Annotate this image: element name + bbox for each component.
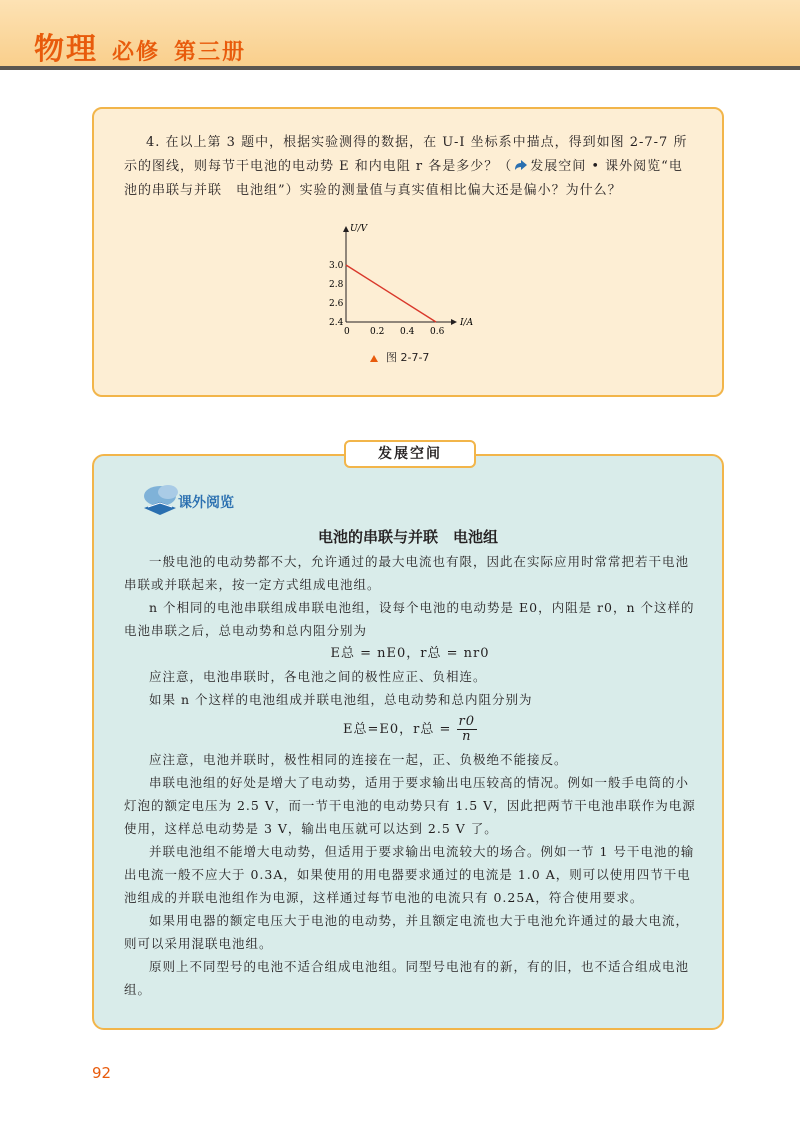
paragraph: 应注意，电池串联时，各电池之间的极性应正、负相连。	[149, 669, 487, 684]
triangle-marker-icon	[370, 355, 378, 362]
paragraph: 应注意，电池并联时，极性相同的连接在一起，正、负极绝不能接反。	[149, 752, 568, 767]
paragraph: 原则上不同型号的电池不适合组成电池组。同型号电池有的新，有的旧，也不适合组成电池组。	[124, 959, 690, 997]
formula-series: E总 = nE0，r总 = nr0	[330, 646, 490, 661]
y-axis-label: U/V	[350, 224, 368, 234]
formula-parallel-left: E总=E0，r总 =	[342, 722, 452, 737]
fraction-numerator: r0	[458, 714, 476, 729]
x-tick-label: 0.4	[400, 327, 415, 337]
x-tick-label: 0.6	[430, 327, 445, 337]
paragraph: 一般电池的电动势都不大，允许通过的最大电流也有限，因此在实际应用时常常把若干电池串联或并联起来，按一定方式组成电池组。	[124, 554, 690, 592]
x-tick-label: 0.2	[370, 327, 385, 337]
link-arrow-icon	[514, 159, 528, 171]
header-book: 必修	[112, 40, 161, 65]
exercise-text-part2: 发展空间 • 课外阅览“电池的串联与并联 电池组”）实验的测量值与真实值相比偏大还是偏小？为什么？	[124, 159, 683, 198]
y-tick-label: 2.6	[329, 299, 344, 309]
page-number: 92	[92, 1064, 112, 1082]
x-axis-label: I/A	[460, 318, 474, 328]
paragraph: 如果 n 个这样的电池组成并联电池组，总电动势和总内阻分别为	[149, 692, 533, 707]
header-volume: 第三册	[174, 40, 247, 65]
exercise-text	[124, 131, 696, 203]
formula-parallel	[124, 715, 696, 744]
development-box	[92, 454, 724, 1030]
paragraph: n 个相同的电池串联组成串联电池组，设每个电池的电动势是 E0，内阻是 r0，n 个这样的电池串联之后，总电动势和总内阻分别为	[124, 600, 695, 638]
fraction	[457, 715, 478, 744]
x-tick-label: 0	[344, 327, 350, 337]
y-tick-label: 2.8	[329, 280, 344, 290]
article-title: 电池的串联与并联 电池组	[317, 528, 498, 546]
paragraph: 串联电池组的好处是增大了电动势，适用于要求输出电压较高的情况。例如一般手电筒的小灯泡的额定电压为 2.5 V，而一节干电池的电动势只有 1.5 V，因此把两节干电池串联作为电源使用，这样总电动势是 3 V，输出电压就可以达到 2.5 V 了。	[124, 775, 696, 836]
data-line	[346, 265, 436, 322]
figure-caption	[370, 349, 429, 365]
header-title	[34, 24, 246, 68]
exercise-text-part1: 在以上第 3 题中，根据实验测得的数据，在 U-I 坐标系中描点，得到如图 2-7-7 所示的图线，则每节干电池的电动势 E 和内电阻 r 各是多少？（	[124, 135, 688, 174]
header-subject: 物理	[34, 32, 98, 67]
y-tick-label: 3.0	[329, 261, 344, 271]
exercise-box	[92, 107, 724, 397]
section-label: 课外阅览	[178, 495, 234, 511]
fraction-denominator: n	[462, 729, 472, 744]
paragraph: 如果用电器的额定电压大于电池的电动势，并且额定电流也大于电池允许通过的最大电流，则可以采用混联电池组。	[124, 913, 690, 951]
development-tab: 发展空间	[344, 440, 476, 468]
exercise-number: 4.	[146, 135, 161, 150]
y-tick-label: 2.4	[329, 318, 344, 328]
figure-caption-text: 图 2-7-7	[386, 351, 430, 364]
article-body	[124, 550, 696, 1001]
u-i-graph	[316, 217, 496, 367]
paragraph: 并联电池组不能增大电动势，但适用于要求输出电流较大的场合。例如一节 1 号干电池的输出电流一般不应大于 0.3A，如果使用的用电器要求通过的电流是 1.0 A，则可以使用四节干电池组成的并联电池组作为电源，这样通过每节电池的电流只有 0.25A，符合使用要求。	[124, 844, 695, 905]
